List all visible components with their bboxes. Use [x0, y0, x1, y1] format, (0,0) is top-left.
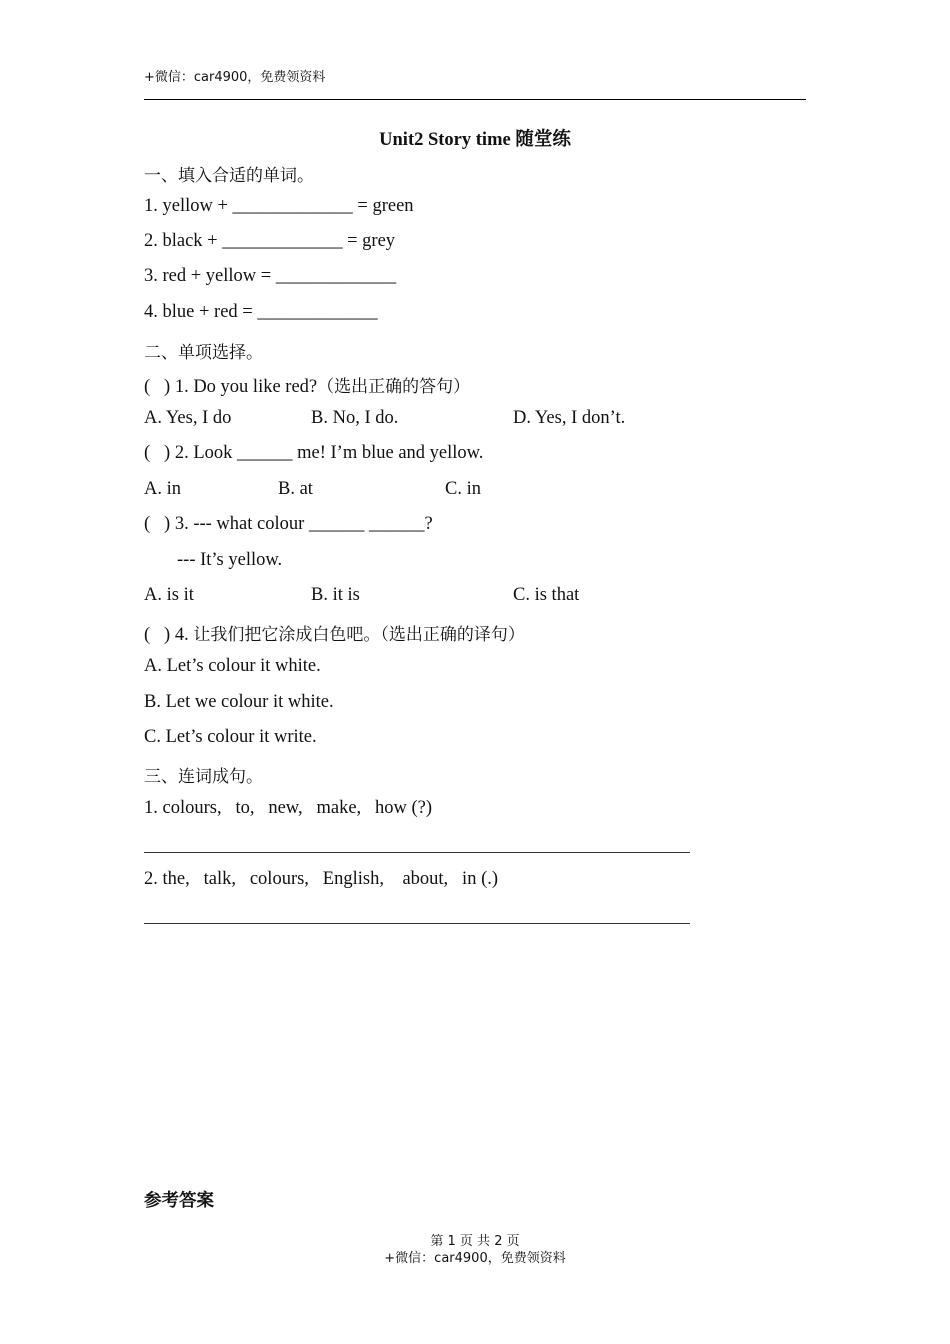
question-3-reply: --- It’s yellow.	[177, 550, 283, 570]
question-4	[144, 620, 525, 646]
q3-option-b: B. it is	[311, 585, 360, 605]
answers-heading: 参考答案	[144, 1191, 214, 1211]
answer-line-1	[144, 852, 690, 853]
answer-line-2	[144, 923, 690, 924]
page-number: 第 1 页 共 2 页	[430, 1234, 520, 1249]
question-4-stem: ( ) 4.	[144, 625, 194, 645]
sentence-item-1: 1. colours, to, new, make, how (?)	[144, 798, 433, 818]
q2-option-c: C. in	[445, 479, 481, 499]
question-1-stem: ( ) 1. Do you like red?	[144, 377, 318, 397]
question-3: ( ) 3. --- what colour ______ ______?	[144, 514, 433, 534]
header-rule	[144, 99, 806, 100]
section1-heading: 一、填入合适的单词。	[144, 166, 314, 186]
sentence-item-2: 2. the, talk, colours, English, about, in (.)	[144, 869, 499, 889]
header-watermark: +微信：car4900，免费领资料	[144, 70, 326, 85]
q3-option-c: C. is that	[513, 585, 580, 605]
fill-item-4: 4. blue + red = _____________	[144, 302, 378, 322]
q4-option-b: B. Let we colour it white.	[144, 692, 334, 712]
q4-option-c: C. Let’s colour it write.	[144, 727, 317, 747]
question-2: ( ) 2. Look ______ me! I’m blue and yellow.	[144, 443, 484, 463]
q2-option-b: B. at	[278, 479, 313, 499]
fill-item-2: 2. black + _____________ = grey	[144, 231, 396, 251]
section3-heading: 三、连词成句。	[144, 767, 263, 787]
q3-option-a: A. is it	[144, 585, 194, 605]
q1-option-d: D. Yes, I don’t.	[513, 408, 626, 428]
fill-item-3: 3. red + yellow = _____________	[144, 266, 397, 286]
q2-option-a: A. in	[144, 479, 181, 499]
q4-option-a: A. Let’s colour it white.	[144, 656, 321, 676]
question-1-note: （选出正确的答句）	[317, 377, 471, 397]
fill-item-1: 1. yellow + _____________ = green	[144, 196, 414, 216]
footer-watermark: +微信：car4900，免费领资料	[384, 1251, 566, 1266]
section2-heading: 二、单项选择。	[144, 343, 263, 363]
q1-option-a: A. Yes, I do	[144, 408, 232, 428]
q1-option-b: B. No, I do.	[311, 408, 399, 428]
question-1	[144, 372, 470, 398]
page-title: Unit2 Story time 随堂练	[379, 130, 571, 150]
question-4-chinese: 让我们把它涂成白色吧。（选出正确的译句）	[193, 625, 525, 645]
